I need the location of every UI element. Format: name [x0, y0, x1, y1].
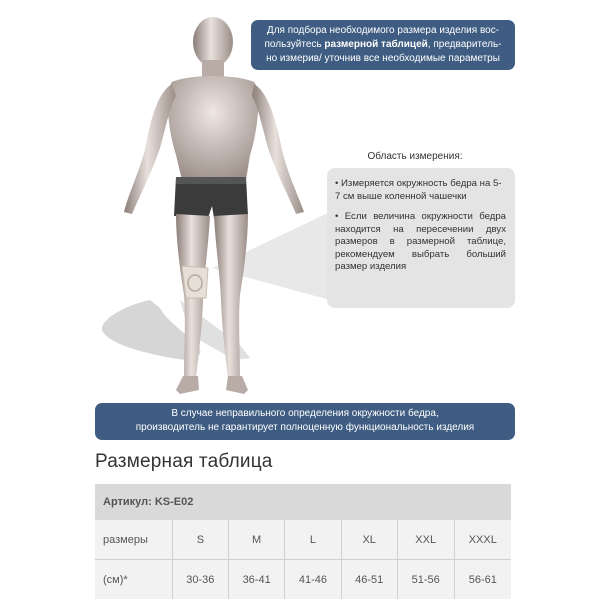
measurement-info-panel — [327, 168, 515, 308]
left-foot — [176, 376, 199, 394]
sizing-instruction-note — [251, 20, 515, 70]
head — [193, 17, 233, 67]
range-cell: 51-56 — [397, 560, 454, 599]
sizes-row — [95, 520, 511, 560]
top-note-line2-bold: размерной таблицей — [324, 39, 428, 50]
size-cell: XXXL — [454, 520, 511, 560]
cm-row — [95, 560, 511, 599]
measurement-area-title: Область измерения: — [367, 151, 463, 162]
size-cell: XXL — [397, 520, 454, 560]
warning-note-line1: В случае неправильного определения окружности бедра, — [171, 408, 439, 419]
top-note-line3: но измерив/ уточнив все необходимые параметры — [266, 53, 500, 64]
measurement-bullet-1: • Измеряется окружность бедра на 5-7 см выше коленной чашечки — [335, 178, 502, 202]
range-cell: 56-61 — [454, 560, 511, 599]
cm-row-label: (см)* — [95, 560, 172, 599]
size-cell: XL — [341, 520, 397, 560]
article-label: Артикул: KS-E02 — [95, 484, 511, 520]
size-cell: M — [228, 520, 284, 560]
article-row — [95, 484, 511, 520]
warning-note-line2: производитель не гарантирует полноценную функциональность изделия — [135, 422, 475, 433]
range-cell: 30-36 — [172, 560, 228, 599]
size-table-title: Размерная таблица — [95, 451, 273, 472]
sizes-row-label: размеры — [95, 520, 172, 560]
warning-note — [95, 403, 515, 440]
size-cell: S — [172, 520, 228, 560]
right-arm — [252, 84, 304, 214]
torso — [168, 76, 259, 180]
top-note-line2-end: , предваритель- — [427, 39, 502, 50]
size-table — [95, 484, 511, 599]
top-note-line2-start: пользуйтесь — [264, 39, 325, 50]
top-note-line1: Для подбора необходимого размера изделия вос- — [266, 25, 500, 36]
range-cell: 41-46 — [284, 560, 340, 599]
right-foot — [226, 376, 248, 394]
size-cell: L — [284, 520, 340, 560]
measurement-bullet-2: • Если величина окружности бедра находится на пересечении двух размеров в размерной таблице, рекомендуем выбрать больший размер изделия — [335, 211, 506, 272]
range-cell: 46-51 — [341, 560, 397, 599]
knee-brace — [182, 266, 208, 298]
range-cell: 36-41 — [228, 560, 284, 599]
left-arm — [124, 84, 176, 214]
